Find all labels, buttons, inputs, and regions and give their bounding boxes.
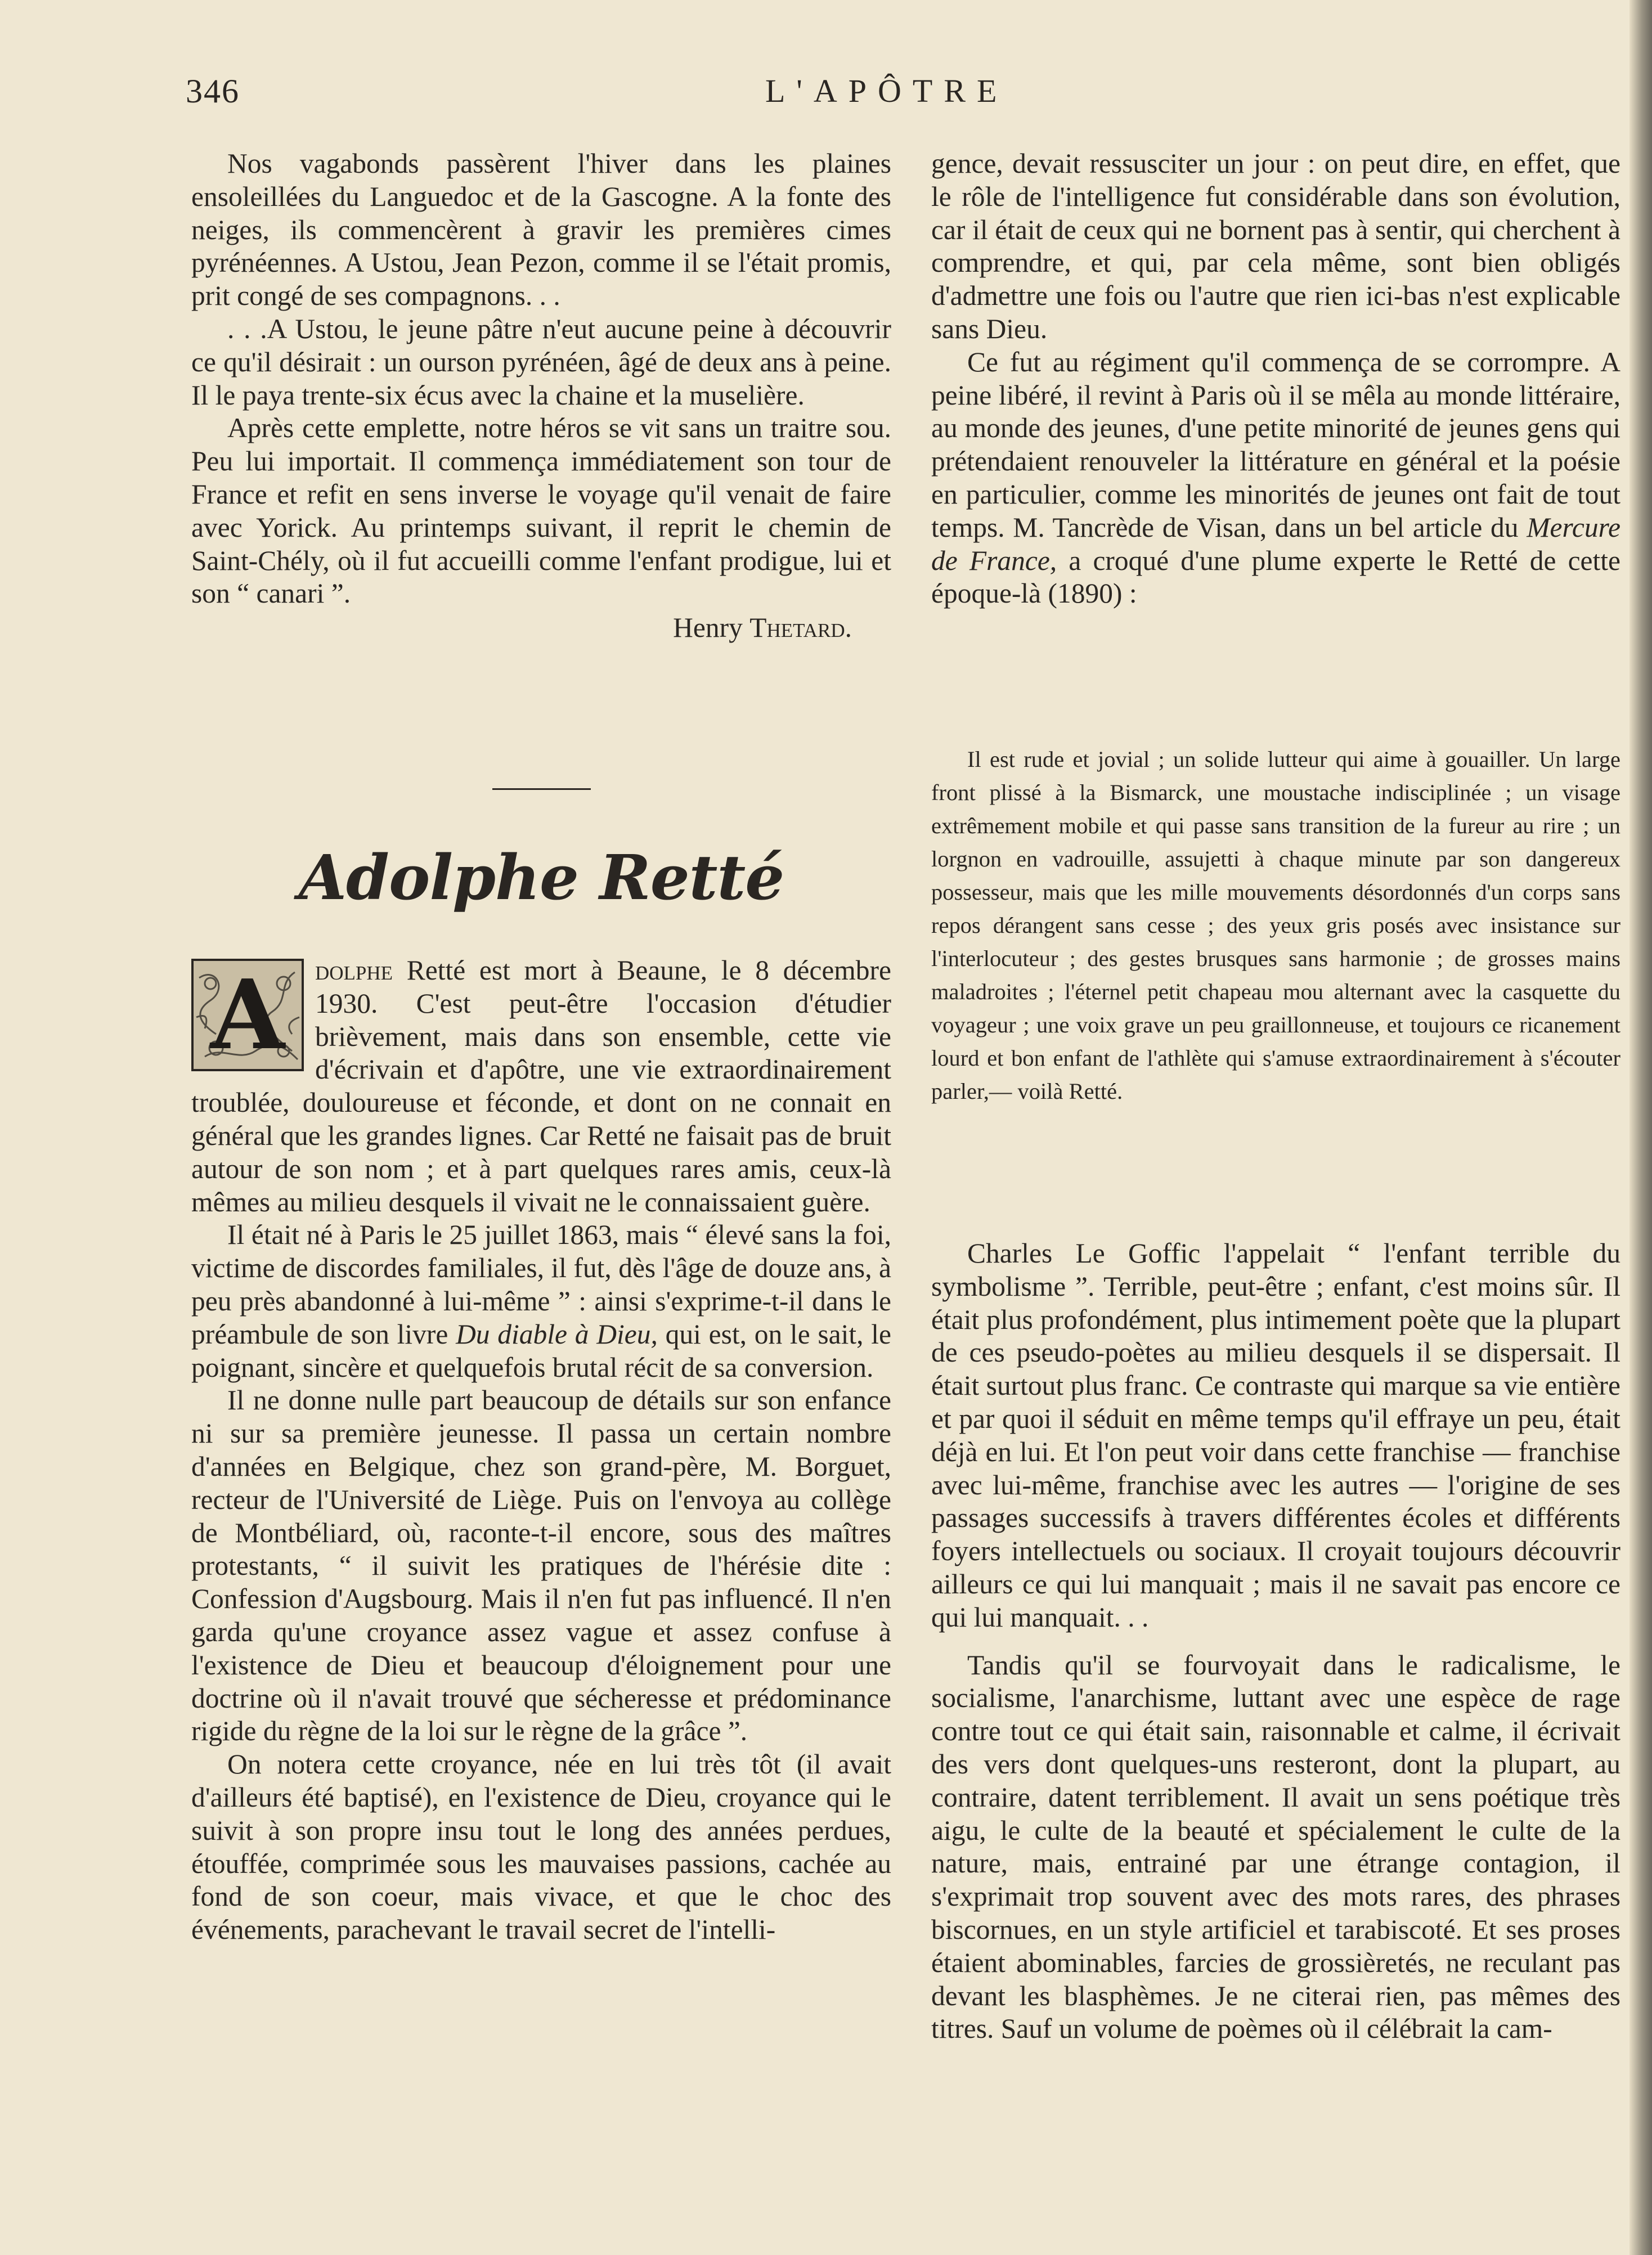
- article-title: Adolphe Retté: [298, 841, 784, 914]
- paragraph-continued: gence, devait ressusciter un jour : on peut dire, en effet, que le rôle de l'intelligence fut considérable dans son évolution, car il était de ceux qui ne bornent pas à sentir, qui cherchent à comprendre, et qui, par cela même, sont bien obligés d'admettre une fois ou l'autre que rien ici-bas n'est explicable sans Dieu.: [931, 148, 1620, 344]
- paragraph: . . .A Ustou, le jeune pâtre n'eut aucune peine à découvrir ce qu'il désirait : un ourson pyrénéen, âgé de deux ans à peine. Il le paya trente-six écus avec la chaine et la muselière.: [191, 313, 891, 411]
- paragraph: Ce fut au régiment qu'il commença de se corrompre. A peine libéré, il revint à Paris où il se mêla au monde littéraire, au monde des jeunes, d'une petite minorité de jeunes gens qui prétendaient renouveler la littérature en général et la poésie en particulier, comme les minorités de jeunes ont fait de tout temps. M. Tancrède de Visan, dans un bel article du Mercure de France, a croqué d'une plume experte le Retté de cette époque-là (1890) :: [931, 346, 1620, 609]
- dropcap-ornament: [191, 959, 304, 1071]
- article-column-right: [931, 147, 1620, 610]
- paragraph: Nos vagabonds passèrent l'hiver dans les plaines ensoleillées du Languedoc et de la Gascogne. A la fonte des neiges, ils commencèrent à gravir les premières cimes pyrénéennes. A Ustou, Jean Pezon, comme il se l'était promis, prit congé de ses compagnons. . .: [191, 148, 891, 312]
- author-signature: Henry Thetard.: [673, 612, 852, 644]
- running-title: L'APÔTRE: [765, 73, 1008, 109]
- journal-title: Mercure de France,: [931, 511, 1620, 576]
- section-divider: [492, 788, 591, 790]
- previous-article-column: [191, 147, 891, 645]
- dropcap-letter: A: [210, 959, 285, 1071]
- paragraph: Il était né à Paris le 25 juillet 1863, mais “ élevé sans la foi, victime de discordes familiales, il fut, dès l'âge de douze ans, à peu près abandonné à lui-même ” : ainsi s'exprime-t-il dans le préambule de son livre Du diable à Dieu, qui est, on le sait, le poignant, sincère et quelquefois brutal récit de sa conversion.: [191, 1219, 891, 1383]
- opening-paragraph: A dolphe Retté est mort à Beaune, le 8 décembre 1930. C'est peut-être l'occasion d'étudier brièvement, mais dans son ensemble, cette vie d'écrivain et d'apôtre, une vie extraordinairement troublée, douloureuse et féconde, et dont on ne connait en général que les grandes lignes. Car Retté ne faisait pas de bruit autour de son nom ; et à part quelques rares amis, ceux-là mêmes au milieu desquels il vivait ne le connaissaient guère.: [191, 955, 891, 1218]
- paragraph: Il ne donne nulle part beaucoup de détails sur son enfance ni sur sa première jeunesse. Il passa un certain nombre d'années en Belgique, chez son grand-père, M. Borguet, recteur de l'Université de Liège. Puis on l'envoya au collège de Montbéliard, où, raconte-t-il encore, sous des maîtres protestants, “ il suivit les pratiques de l'hérésie dite : Confession d'Augsbourg. Mais il n'en fut pas influencé. Il n'en garda qu'une croyance assez vague et assez confuse à l'existence de Dieu et beaucoup d'éloignement pour une doctrine où il n'avait trouvé que sécheresse et prédominance rigide du règne de la loi sur le règne de la grâce ”.: [191, 1385, 891, 1747]
- block-quote: [931, 743, 1620, 1108]
- paragraph: Tandis qu'il se fourvoyait dans le radicalisme, le socialisme, l'anarchisme, luttant avec une espèce de rage contre tout ce qui était sain, raisonnable et calme, il écrivait des vers dont quelques-uns resteront, dont la plupart, au contraire, datent terriblement. Il avait un sens poétique très aigu, le culte de la beauté et spécialement le culte de la nature, mais, entrainé par une étrange contagion, il s'exprimait trop souvent avec des mots rares, des phrases biscornues, en un style artificiel et tarabiscoté. Et ses proses étaient abominables, farcies de grossièretés, ne reculant pas devant les blasphèmes. Je ne citerai rien, pas mêmes des titres. Sauf un volume de poèmes où il célébrait la cam-: [931, 1649, 1620, 2045]
- paragraph: Charles Le Goffic l'appelait “ l'enfant terrible du symbolisme ”. Terrible, peut-être ; enfant, c'est moins sûr. Il était plus profondément, plus intimement poète que la plupart de ces pseudo-poètes au milieu desquels il se dispersait. Il était surtout plus franc. Ce contraste qui marque sa vie entière et par quoi il séduit en même temps qu'il effraye un peu, était déjà en lui. Et l'on peut voir dans cette franchise — franchise avec lui-même, franchise avec les autres — l'origine de ses passages successifs à travers différentes écoles et différents foyers intellectuels ou sociaux. Il croyait toujours découvrir ailleurs ce qui lui manquait ; mais il ne savait pas encore ce qui lui manquait. . .: [931, 1238, 1620, 1633]
- article-column-left: [191, 954, 891, 1947]
- paragraph: Après cette emplette, notre héros se vit sans un traitre sou. Peu lui importait. Il commença immédiatement son tour de France et refit en sens inverse le voyage qu'il venait de faire avec Yorick. Au printemps suivant, il reprit le chemin de Saint-Chély, où il fut accueilli comme l'enfant prodigue, lui et son “ canari ”.: [191, 412, 891, 609]
- page-number: 346: [186, 73, 240, 110]
- page-edge-shadow: [1629, 0, 1652, 2255]
- quote-text: Il est rude et jovial ; un solide lutteur qui aime à gouailler. Un large front plissé à la Bismarck, une moustache indisciplinée ; un visage extrêmement mobile et qui passe sans transition de la fureur au rire ; un lorgnon en vadrouille, assujetti à chaque minute par son dangereux possesseur, mais que les mille mouvements désordonnés d'un corps sans repos dérangent sans cesse ; des yeux gris posés avec insistance sur l'interlocuteur ; des gestes brusques sans harmonie ; de grosses mains maladroites ; l'éternel petit chapeau mou alternant avec la casquette du voyageur ; une voix grave un peu graillonneuse, et toujours ce ricanement lourd et bon enfant de l'athlète qui s'amuse extraordinairement à s'écouter parler,— voilà Retté.: [931, 747, 1620, 1104]
- article-column-right-bottom: [931, 1237, 1620, 2046]
- book-title: Du diable à Dieu,: [456, 1318, 658, 1350]
- paragraph: On notera cette croyance, née en lui très tôt (il avait d'ailleurs été baptisé), en l'existence de Dieu, croyance qui le suivit à son propre insu tout le long des années perdues, étouffée, comprimée sous les mauvaises passions, cachée au fond de son coeur, mais vivace, et que le choc des événements, parachevant le travail secret de l'intelli-: [191, 1749, 891, 1946]
